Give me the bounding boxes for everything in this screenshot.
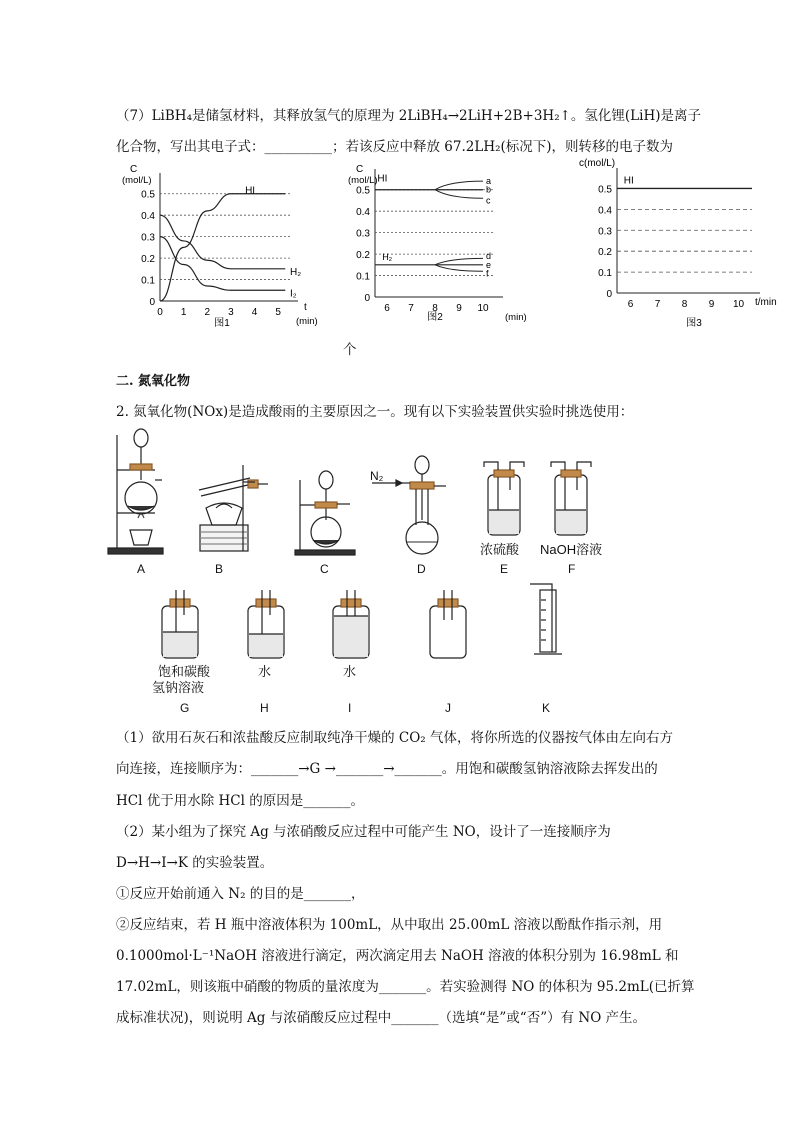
y-tick-label: 0.5 [356, 185, 370, 197]
p1-line1: （1）欲用石灰石和浓盐酸反应制取纯净干燥的 CO₂ 气体，将你所选的仪器按气体由左向右方 [116, 730, 673, 746]
y-tick-label: 0.1 [141, 275, 155, 287]
p2-line5: 0.1000mol·L⁻¹NaOH 溶液进行滴定，两次滴定用去 NaOH 溶液的体积分别为 16.98mL 和 [116, 948, 679, 964]
apparatus-figure [100, 420, 740, 720]
y-axis-label: C [130, 164, 138, 175]
y-axis-label: c(mol/L) [579, 158, 616, 169]
x-tick-label: 6 [627, 299, 634, 310]
y-tick-label: 0.2 [598, 247, 612, 259]
x-tick-label: 10 [732, 299, 745, 310]
y-tick-label: 0.4 [141, 211, 155, 223]
label-I-reagent: 水 [343, 664, 357, 679]
x-tick-label: 9 [708, 299, 715, 310]
label-H: H [260, 701, 269, 715]
p2-line3: ①反应开始前通入 N₂ 的目的是_______， [116, 886, 365, 902]
y-tick-label: 0.3 [356, 228, 370, 240]
y-tick-label: 0.1 [356, 271, 370, 283]
y-tick-label: 0.4 [598, 205, 612, 217]
y-axis-unit: (mol/L) [348, 175, 378, 186]
series-label: HI [377, 173, 388, 185]
series-line-I₂ [160, 237, 285, 291]
p2-line1: （2）某小组为了探究 Ag 与浓硝酸反应过程中可能产生 NO，设计了一连接顺序为 [116, 824, 611, 840]
branch-f [435, 265, 483, 271]
branch-label-c: c [486, 195, 491, 206]
p2-line2: D→H→I→K 的实验装置。 [116, 855, 274, 871]
chart-caption: 图3 [686, 318, 702, 329]
x-tick-label: 7 [408, 303, 414, 314]
x-tick-label: 0 [157, 307, 163, 318]
apparatus-F [551, 462, 591, 535]
x-axis-label: t [304, 302, 307, 313]
p1-line3: HCl 优于用水除 HCl 的原因是_______。 [116, 793, 364, 809]
y-tick-label: 0.4 [356, 207, 370, 219]
p2-line7: 成标准状况)，则说明 Ag 与浓硝酸反应过程中_______（选填“是”或“否”）有 NO 产生。 [116, 1010, 647, 1026]
p1-line2: 向连接，连接顺序为：_______→G →_______→_______。用饱和碳酸氢钠溶液除去挥发出的 [116, 761, 658, 777]
label-E: E [500, 562, 509, 576]
apparatus-C [295, 471, 355, 555]
label-J: J [445, 701, 451, 715]
label-C: C [320, 562, 329, 576]
y-axis-unit: (mol/L) [122, 175, 152, 186]
x-tick-label: 6 [384, 303, 390, 314]
x-tick-label: 9 [456, 303, 462, 314]
y-tick-label: 0.2 [141, 254, 155, 266]
chart-fig1 [112, 160, 337, 335]
p2-line6: 17.02mL，则该瓶中硝酸的物质的量浓度为_______。若实验测得 NO 的体积为 95.2mL(已折算 [116, 979, 695, 995]
q7-line2: 化合物，写出其电子式：__________；若该反应中释放 67.2LH₂(标况下)，则转移的电子数为 [116, 139, 674, 155]
label-G: G [180, 701, 190, 715]
y-tick-label: 0.2 [356, 250, 370, 262]
label-I: I [348, 701, 352, 715]
branch-label-e: e [486, 259, 492, 270]
q7-line1: （7）LiBH₄是储氢材料，其释放氢气的原理为 2LiBH₄→2LiH+2B+3H₂↑。氢化锂(LiH)是离子 [116, 108, 702, 124]
q7-tail: 个 [343, 342, 357, 358]
p2-line4: ②反应结束，若 H 瓶中溶液体积为 100mL，从中取出 25.00mL 溶液以酚酞作指示剂，用 [116, 917, 663, 933]
series-label: H₂ [382, 251, 393, 262]
label-H-reagent: 水 [258, 664, 272, 679]
x-tick-label: 8 [432, 303, 438, 314]
label-G-reagent-2: 氢钠溶液 [152, 680, 205, 695]
x-tick-label: 7 [654, 299, 661, 310]
x-tick-label: 8 [681, 299, 688, 310]
chart-fig3 [555, 150, 790, 335]
branch-label-f: f [486, 268, 489, 279]
label-G-reagent-1: 饱和碳酸 [158, 664, 211, 679]
x-tick-label: 5 [275, 307, 281, 318]
x-tick-label: 10 [477, 303, 489, 314]
apparatus-H [248, 590, 284, 658]
apparatus-A [108, 429, 163, 554]
section-heading: 二. 氮氧化物 [116, 374, 191, 389]
label-B: B [215, 562, 224, 576]
label-A: A [137, 562, 146, 576]
x-tick-label: 4 [251, 307, 258, 318]
apparatus-E [484, 462, 524, 535]
apparatus-K [530, 584, 562, 654]
label-E-reagent: 浓硫酸 [480, 542, 520, 557]
branch-label-a: a [486, 176, 492, 187]
chart-caption: 图2 [427, 312, 443, 323]
x-tick-label: 2 [204, 307, 211, 318]
y-tick-label: 0.5 [141, 189, 155, 201]
label-K: K [542, 701, 551, 715]
n2-label: N₂ [370, 469, 384, 483]
y-axis-label: C [356, 164, 364, 175]
branch-a [435, 181, 483, 190]
label-F-reagent: NaOH溶液 [540, 542, 603, 557]
series-label: H₂ [290, 266, 302, 278]
series-label: HI [623, 175, 634, 187]
label-F: F [568, 562, 576, 576]
series-line-H₂ [160, 215, 285, 269]
y-tick-label: 0.5 [598, 184, 612, 196]
y-tick-label: 0 [606, 289, 612, 300]
label-D: D [417, 562, 426, 576]
q2-intro: 2. 氮氧化物(NOx)是造成酸雨的主要原因之一。现有以下实验装置供实验时挑选使用： [116, 404, 634, 420]
chart-fig2 [330, 160, 540, 335]
series-label: HI [245, 185, 256, 197]
y-tick-label: 0.1 [598, 268, 612, 280]
y-tick-label: 0.3 [141, 232, 155, 244]
series-label: I₂ [290, 288, 297, 300]
apparatus-J [430, 590, 466, 658]
chart-caption: 图1 [214, 318, 230, 329]
branch-label-b: b [486, 184, 492, 195]
y-tick-label: 0 [364, 293, 370, 304]
x-axis-label: t/min [755, 297, 777, 308]
x-axis-unit: (min) [296, 316, 318, 327]
x-axis-unit: (min) [505, 312, 527, 323]
apparatus-G [162, 590, 198, 658]
apparatus-B [199, 465, 268, 551]
y-tick-label: 0 [149, 297, 155, 308]
x-tick-label: 3 [228, 307, 234, 318]
branch-label-d: d [486, 251, 492, 262]
y-tick-label: 0.3 [598, 226, 612, 238]
branch-d [435, 258, 483, 264]
x-tick-label: 1 [180, 307, 187, 318]
branch-c [435, 190, 483, 199]
apparatus-I [333, 590, 369, 658]
series-line-HI [160, 194, 285, 301]
